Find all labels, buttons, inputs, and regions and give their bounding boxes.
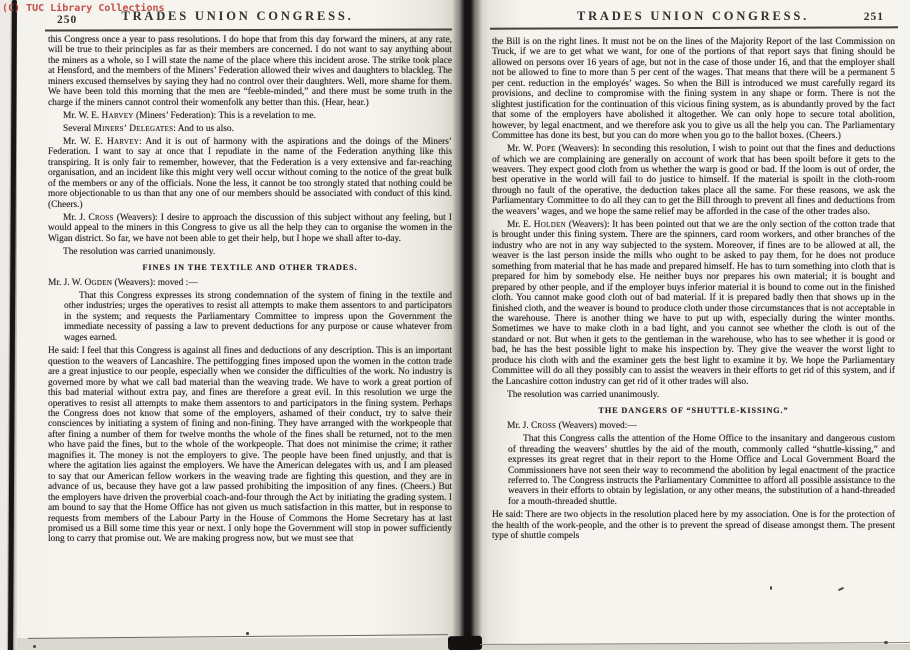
speaker-name: Pope — [536, 144, 556, 155]
speaker-name: Ogden — [84, 277, 113, 288]
speech-text: : And to us also. — [173, 123, 234, 134]
speaker-name: Harvey — [107, 136, 140, 147]
scan-artifact — [246, 632, 249, 635]
scan-background — [17, 638, 458, 650]
speech-text: (Weavers): I desire to approach the discussion of this subject without any feeling, but I would appeal to the miners in this Congress to give us all the help they can to organise the women in the Wigan district. So far, we have not been able to get their help, but I hope we shall after to-day. — [48, 212, 452, 244]
speech-text: (Weavers): moved :— — [112, 277, 198, 288]
speech-text: : And it is out of harmony with the aspirations and the doings of the Miners’ Federation. I want to say at once that I repudiate in the name of the Federation anything like this transpiring. It is only fair to remember, however, that the Federation is a very extensive and far-reaching organisation, and an incident like this might very well occur without coming to the notice of the great bulk of the members or any of the officials. None the less, it cannot be too strongly stated that nothing could be more objectionable to us than that any one of our members should be associated with conduct of this kind. (Cheers.) — [48, 136, 453, 210]
paragraph: this Congress once a year to pass resolutions. I do hope that from this day forward the miners, at any rate, will be true to their principles as far as their members are concerned. I do not want to say anything about the miners as a whole, so I will state the name of the place where this incident arose. The strike took place at Hensford, and the members of the Miners’ Federation allowed their wives and daughters to blackleg. The miners excused themselves by saying they had no control over their daughters. Well, more shame for them. We have been told this morning that the men are “feeble-minded,” and there must be some truth in the charge if the miners cannot control their womenfolk any better than this. (Hear, hear.) — [48, 35, 452, 108]
paragraph — [48, 124, 452, 134]
page-number-right: 251 — [863, 11, 884, 23]
page-body-right — [476, 30, 910, 542]
page-header-right — [476, 0, 910, 30]
speaker-prefix: Mr. J. — [63, 212, 89, 223]
speaker-name: Cross — [88, 212, 114, 223]
book-gutter-shadow — [452, 0, 482, 650]
running-head-right: TRADES UNION CONGRESS. — [576, 9, 810, 23]
library-watermark: (C) TUC Library Collections — [2, 3, 165, 14]
page-right — [476, 0, 910, 644]
page-body-left — [17, 30, 458, 545]
paragraph: the Bill is on the right lines. It must not be on the lines of the Majority Report of the last Commission on Truck, if we are to get what we want, for one of the portions of that report says that fining should be allowed on persons over 16 years of age, but not in the case of those under 16, and that the employer shall not be allowed to fine to more than 5 per cent of the wages. That means that there will be a permanent 5 per cent. reduction in the employés’ wages. So when the Bill is introduced we must carefully regard its provisions, and decline to compromise with the fining system in any shape or form. There is not the slightest justification for the continuation of this vicious fining system, as is abundantly proved by the fact that some of the employers have abolished it altogether. We can only hope to secure total abolition, however, by legal enactment, and we therefore ask you to give us all the help you can. The Parliamentary Committee has done its best, but you can do more when you go to the ballot boxes. (Cheers.) — [492, 37, 895, 142]
speaker-prefix: Mr. W. E. — [63, 136, 107, 147]
section-heading: THE DANGERS OF “SHUTTLE-KISSING.” — [598, 406, 789, 416]
speaker-prefix: Mr. W. — [507, 144, 537, 155]
resolution-text: That this Congress expresses its strong condemnation of the system of fining in the textile and other industries; urges the operatives to resist all attempts to make them assentors to and participators in the system; and requests the Parliamentary Committee to impress upon the Government the immediate necessity of passing a law to prevent deductions for any purpose or cause whatever from wages earned. — [64, 291, 452, 343]
speaker-name: Harvey — [101, 110, 134, 121]
paragraph — [48, 278, 452, 288]
paragraph: The resolution was carried unanimously. — [63, 246, 216, 257]
speech-text: (Weavers): It has been pointed out that we are the only section of the cotton trade that is brought under this fining system. There are the spinners, card room workers, and other branches of the industry who are not in any way subjected to the system. Moreover, if fines are to be allowed at all, the weaver is the last person inside the mills who ought to be asked to pay them, for he does not produce something from material that he has made and prepared himself. He has to turn something into cloth that is prepared for him by somebody else. He neither buys nor prepares his own material; it is bought and prepared by other people, and if the employer buys inferior material it is bound to come out in the finished cloth. You cannot make good cloth out of bad material. If it is prepared badly then that shows up in the finished cloth, and the weaver is bound to produce cloth under those circumstances that is not acceptable in the warehouse. There is another thing we have to put up with, especially during the winter months. Sometimes we have to make cloth in a bad light, and you cannot see whether the cloth is out of the standard or not. But when it gets to the gentleman in the warehouse, who has to see whether it is good or bad, he has the best possible light to make his inspection by. They give the weaver the worst light to produce his cloth with and the examiner gets the best light to examine it by. We hope the Parliamentary Committee will do all they possibly can to assist the weavers in their efforts to get rid of this system, and if the Lancashire cotton industry can get rid of it other trades will also. — [492, 219, 895, 387]
speaker-name: Holden — [533, 219, 567, 230]
speaker-name: Cross — [530, 421, 557, 432]
speech-text: (Weavers) moved:— — [556, 421, 637, 432]
paragraph — [48, 137, 452, 210]
paragraph: He said: I feel that this Congress is against all fines and deductions of any description. This is an important question to the weavers of Lancashire. The pettifogging fines imposed upon the women in the cotton trade are a great injustice to our people, especially when we consider the difficulties of the work. No industry is governed more by what we call bad material than the weaving trade. We have to work a great portion of this bad material without extra pay, and fines are therefore a great evil. In this resolution we urge the operatives to resist all attempts to make them assentors to and participators in the fining system. Perhaps the Congress does not know that some of the employers, ashamed of their conduct, try to salve their consciences by initiating a system of fining and non-fining. They have arranged with the workpeople that after fining a number of them for twelve months the whole of the fines shall be returned, not to the men who have paid the fines, but to the whole of the workpeople. That does not minimise the crime; it rather magnifies it. The money is not the employers to give. The people have been fined unjustly, and that is where the agitation lies against the employers. We have the American delegates with us, and I am pleased to say that our American fellow workers in the weaving trade are fighting this question, and they are in advance of us, because they have got a law passed prohibiting the imposition of any fines. (Cheers.) But the employers have driven the proverbial coach-and-four through the Act by initiating the grading system. I am bound to say that the Home Office has not given us much satisfaction in this matter, but in response to requests from members of the Labour Party in the House of Commons the Home Secretary has at last promised us a Bill some time this year or next. I only hope the Government will stop in power sufficiently long to carry that promise out. We are making progress now, but we must see that — [48, 346, 452, 545]
paragraph — [48, 111, 452, 121]
speaker-prefix: Mr. E. — [507, 219, 534, 230]
section-heading: FINES IN THE TEXTILE AND OTHER TRADES. — [142, 263, 358, 273]
resolution-text: That this Congress calls the attention of the Home Office to the insanitary and dangerous custom of threading the weavers’ shuttles by the aid of the mouth, commonly called “shuttle-kissing,” and expresses its great regret that in their report to the Home Office and Local Government Board the Commissioners have not seen their way to recommend the abolition by legal enactment of the practice referred to. The Congress instructs the Parliamentary Committee to afford all possible assistance to the weavers in their efforts to obtain by legislation, or any other means, the substitution of a hand-threaded for a mouth-threaded shuttle. — [508, 434, 895, 507]
header-rule-right — [490, 26, 898, 29]
paragraph: He said: There are two objects in the resolution placed here by my association. One is for the protection of the health of the work-people, and the other is to prevent the spread of disease amongst them. The present type of shuttle compels — [492, 510, 895, 542]
speaker-prefix: Mr. J. — [507, 421, 531, 432]
scan-artifact — [33, 645, 36, 648]
speech-text: (Miners’ Federation): This is a revelation to me. — [133, 110, 316, 121]
paragraph — [492, 220, 895, 387]
scan-artifact — [770, 586, 772, 590]
speaker-prefix: Several — [63, 123, 94, 134]
speech-text: (Weavers): In seconding this resolution, I wish to point out that the fines and deductions of which we are complaining are generally on account of work that has been spoilt before it gets to the weavers. They expect good cloth from us whether the warp is good or bad. If the loom is out of order, the best operative in the world will fail to do justice to himself. If the material is spoilt in the cloth-room through no fault of the operative, the deduction takes place all the same. For these reasons, we ask the Parliamentary Committee to do all they can to get the Bill through to prevent all fines and deductions from the weavers’ wages, and we hope the same relief may be afforded in the case of the other trades also. — [492, 144, 895, 217]
book-gutter-shadow — [448, 636, 482, 650]
paragraph — [492, 144, 895, 217]
speaker-prefix: Mr. W. E. — [63, 110, 102, 121]
scan-artifact — [884, 641, 888, 644]
speaker-name: Miners’ Delegates — [93, 123, 174, 134]
paragraph — [48, 213, 452, 244]
page-left — [17, 0, 458, 638]
page-number-left: 250 — [57, 14, 78, 26]
running-head-left: TRADES UNION CONGRESS. — [121, 9, 354, 23]
paragraph — [492, 421, 895, 431]
speaker-prefix: Mr. J. W. — [48, 277, 85, 288]
paragraph: The resolution was carried unanimously. — [507, 389, 660, 400]
